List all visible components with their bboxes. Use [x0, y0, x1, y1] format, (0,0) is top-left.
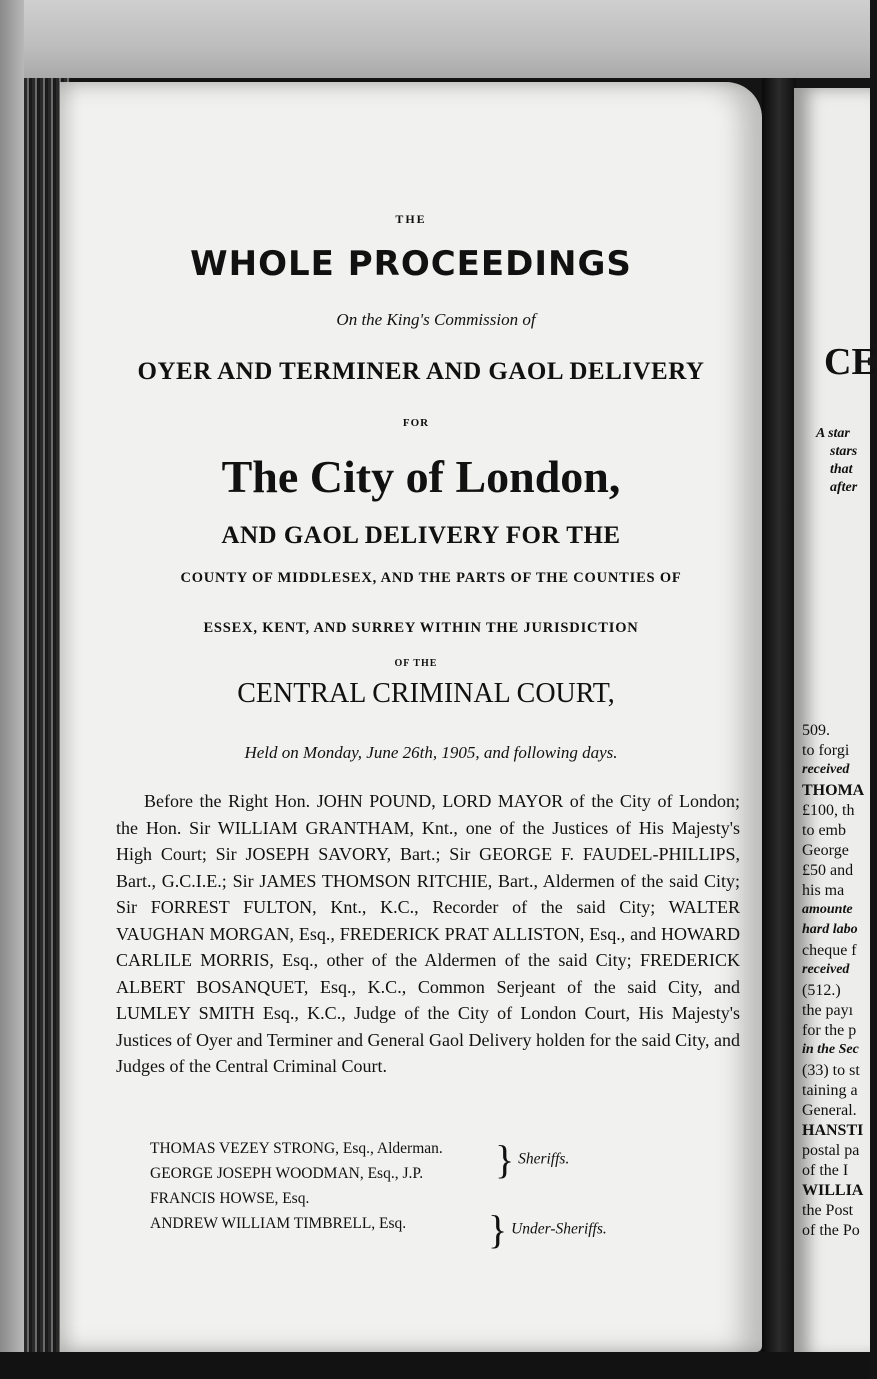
scan-bottom-margin	[0, 1352, 870, 1379]
facing-line: cheque f	[802, 942, 857, 959]
facing-line: postal pa	[802, 1142, 860, 1159]
court-name: CENTRAL CRIMINAL COURT,	[237, 678, 615, 709]
main-title: WHOLE PROCEEDINGS	[190, 244, 632, 284]
brace-icon: }	[495, 1137, 515, 1182]
sheriff-name: GEORGE JOSEPH WOODMAN, Esq., J.P.	[150, 1165, 424, 1182]
scan-top-margin	[0, 0, 870, 78]
sheriffs-brace-label	[495, 1137, 570, 1182]
session-date-line: Held on Monday, June 26th, 1905, and following days.	[244, 743, 618, 762]
oyer-terminer-line: OYER AND TERMINER AND GAOL DELIVERY	[137, 358, 705, 385]
facing-line: £50 and	[802, 862, 854, 879]
facing-line: after	[830, 480, 858, 495]
facing-line: (512.)	[802, 982, 841, 999]
justices-paragraph: Before the Right Hon. JOHN POUND, LORD MAYOR of the City of London; the Hon. Sir WILLIAM GRANTHAM, Knt., one of the Justices of His Majesty's High Court; Sir JOSEPH SAVORY, Bart.; Sir GEORGE F. FAUDEL-PHILLIPS, Bart., G.C.I.E.; Sir JAMES THOMSON RITCHIE, Bart., Aldermen of the said City; Sir FORREST FULTON, Knt., K.C., Recorder of the said City; WALTER VAUGHAN MORGAN, Esq., FREDERICK PRAT ALLISTON, Esq., and HOWARD CARLILE MORRIS, Esq., other of the Aldermen of the said City; FREDERICK ALBERT BOSANQUET, Esq., K.C., Common Serjeant of the said City, and LUMLEY SMITH Esq., K.C., Judge of the City of London Court, His Majesty's Justices of Oyer and Terminer and General Gaol Delivery holden for the said City, and Judges of the Central Criminal Court.	[116, 791, 740, 1076]
facing-page	[794, 88, 877, 1358]
facing-line: A star	[816, 426, 850, 441]
facing-line: (33) to st	[802, 1062, 860, 1079]
gaol-delivery-line: AND GAOL DELIVERY FOR THE	[221, 522, 621, 549]
sheriffs-label: Sheriffs.	[518, 1150, 570, 1168]
facing-line: stars	[830, 444, 858, 459]
facing-line: hard labo	[802, 922, 858, 937]
the-label: THE	[395, 212, 427, 226]
facing-line: the payı	[802, 1002, 854, 1019]
facing-line: George	[802, 842, 849, 859]
facing-line: General.	[802, 1102, 857, 1119]
under-sheriff-name: ANDREW WILLIAM TIMBRELL, Esq.	[150, 1215, 407, 1232]
facing-line: of the Po	[802, 1222, 860, 1239]
facing-line: WILLIA	[802, 1182, 864, 1199]
facing-line: of the I	[802, 1162, 849, 1179]
facing-line: amounte	[802, 902, 853, 917]
for-label: FOR	[402, 417, 430, 429]
facing-line: received	[802, 762, 850, 777]
facing-line: HANSTI	[802, 1122, 864, 1139]
under-sheriff-name: FRANCIS HOWSE, Esq.	[150, 1190, 310, 1207]
facing-line: his ma	[802, 882, 845, 899]
facing-line: the Post	[802, 1202, 854, 1219]
facing-line: £100, th	[802, 802, 855, 819]
facing-line: received	[802, 962, 850, 977]
facing-line: THOMA	[802, 782, 865, 799]
commission-line: On the King's Commission of	[336, 310, 536, 329]
under-sheriffs-label: Under-Sheriffs.	[511, 1220, 607, 1238]
jurisdiction-line: ESSEX, KENT, AND SURREY WITHIN THE JURISDICTION	[203, 620, 639, 636]
facing-line: to forgi	[802, 742, 850, 759]
county-line: COUNTY OF MIDDLESEX, AND THE PARTS OF THE COUNTIES OF	[180, 570, 682, 586]
facing-line: taining a	[802, 1082, 858, 1099]
facing-line: 509.	[802, 722, 830, 739]
of-the-label: OF THE	[394, 658, 438, 669]
facing-line: that	[830, 462, 853, 477]
brace-icon: }	[488, 1207, 508, 1252]
facing-line: to emb	[802, 822, 846, 839]
scan-left-margin	[0, 0, 24, 1379]
sheriff-name: THOMAS VEZEY STRONG, Esq., Alderman.	[150, 1140, 443, 1157]
city-of-london-heading: The City of London,	[221, 451, 621, 502]
facing-heading: CE	[824, 341, 877, 383]
under-sheriffs-brace-label	[488, 1207, 607, 1252]
facing-line: for the p	[802, 1022, 857, 1039]
facing-line: in the Sec	[802, 1042, 859, 1057]
book-gutter	[762, 78, 796, 1368]
